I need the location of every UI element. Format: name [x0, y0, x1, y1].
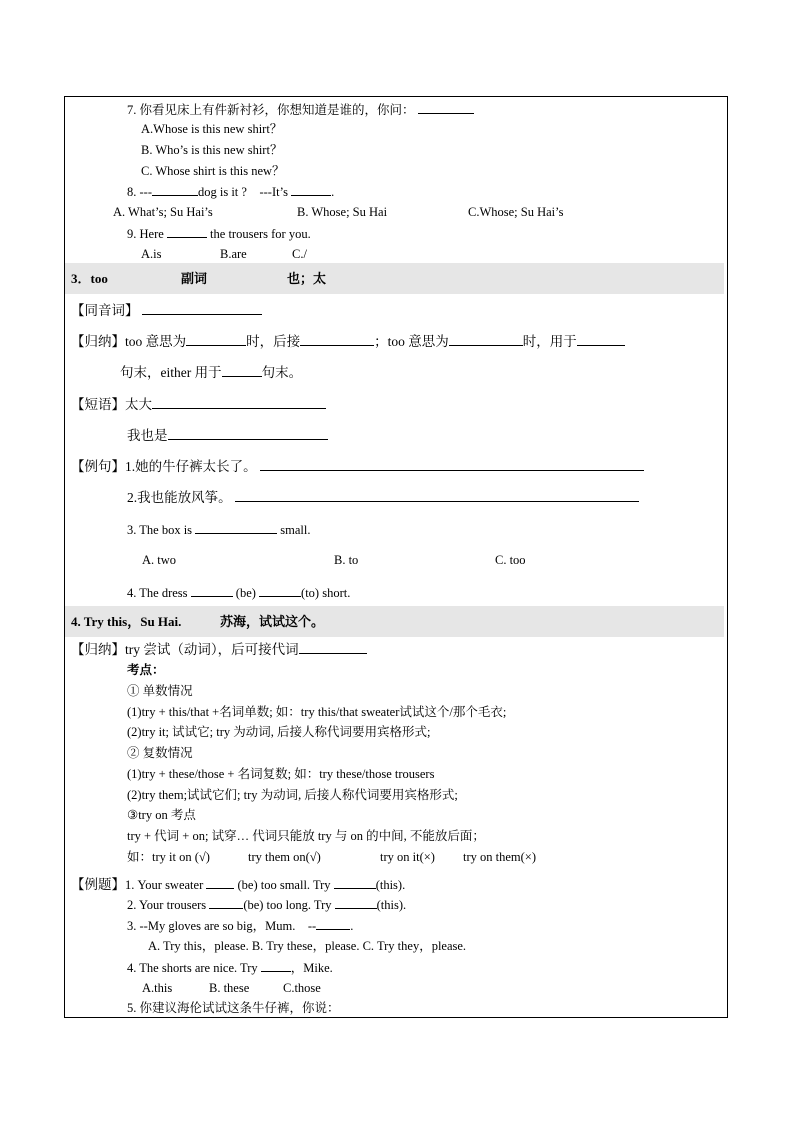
summary-label: 【归纳】 — [71, 334, 125, 349]
q8-stem — [127, 183, 334, 200]
case-1-line-1: (1)try + this/that +名词单数; 如：try this/that sweater试试这个/那个毛衣; — [127, 705, 507, 719]
case-2-line-1: (1)try + these/those + 名词复数; 如：try these/those trousers — [127, 767, 435, 781]
q7-stem-text: 7. 你看见床上有件新衬衫，你想知道是谁的，你问： — [127, 103, 415, 117]
q9-stem — [127, 225, 311, 242]
answer-blank[interactable] — [235, 489, 639, 502]
exercise-3-options: A. Try this，please. B. Try these，please. C. Try they，please. — [148, 939, 467, 953]
answer-blank[interactable] — [186, 333, 246, 346]
synonym-label: 【同音词】 — [71, 303, 139, 318]
summary-text-c: ；too 意思为 — [374, 334, 449, 349]
summary-row-2 — [120, 364, 302, 381]
case-3-examples — [127, 849, 210, 865]
exercise-4-option-a: A.this — [142, 981, 173, 995]
example-label: 【例句】 — [71, 459, 125, 474]
answer-blank[interactable] — [334, 876, 376, 889]
example-try-on-them: try on them(×) — [463, 850, 537, 864]
q7-option-c: C. Whose shirt is this new？ — [141, 164, 285, 178]
example-row-2 — [127, 489, 639, 506]
answer-blank[interactable] — [259, 584, 301, 597]
q8-part4: . — [331, 185, 335, 199]
answer-blank[interactable] — [299, 641, 367, 654]
case-3-line-1: try + 代词 + on; 试穿… 代词只能放 try 与 on 的中间, 不能放后面； — [127, 829, 485, 843]
case-1-heading: ① 单数情况 — [127, 684, 193, 698]
summary-text-d: 时，用于 — [522, 334, 577, 349]
q7-stem — [127, 101, 474, 118]
exercise-row-3 — [127, 917, 353, 934]
phrase-row-1 — [71, 396, 326, 413]
summary2-text-a: 句末，either 用于 — [120, 365, 222, 380]
phrase-1: 太大 — [125, 397, 152, 412]
answer-blank[interactable] — [191, 584, 233, 597]
exercise-4-option-b: B. these — [209, 981, 250, 995]
answer-blank[interactable] — [335, 896, 377, 909]
case-2-heading: ② 复数情况 — [127, 746, 193, 760]
q9-option-c: C./ — [292, 247, 307, 261]
example-3-a: 3. The box is — [127, 523, 193, 537]
q8-part1: 8. --- — [127, 185, 152, 199]
exercise-row-2 — [127, 896, 406, 913]
answer-blank[interactable] — [316, 917, 350, 930]
answer-blank[interactable] — [209, 896, 243, 909]
section-4-summary-text: try 尝试（动词），后可接代词 — [125, 642, 299, 657]
answer-blank[interactable] — [167, 225, 207, 238]
case-2-line-2: (2)try them;试试它们; try 为动词, 后接人称代词要用宾格形式; — [127, 788, 458, 802]
q8-option-b: B. Whose; Su Hai — [297, 205, 388, 219]
exercise-label: 【例题】 — [71, 877, 125, 892]
exercise-1-a: 1. Your sweater — [125, 878, 204, 892]
answer-blank[interactable] — [260, 458, 644, 471]
q8-option-c: C.Whose; Su Hai’s — [468, 205, 564, 219]
example-3-b: small. — [280, 523, 311, 537]
section-3-title: 3．too — [71, 271, 108, 286]
examples-label: 如： — [127, 850, 153, 864]
example-3-option-c: C. too — [495, 553, 526, 567]
example-2: 2.我也能放风筝。 — [127, 490, 232, 505]
q9-option-b: B.are — [220, 247, 247, 261]
exercise-2-b: (be) too long. Try — [243, 898, 332, 912]
section-4-summary — [71, 641, 367, 658]
example-4-c: (to) short. — [301, 586, 351, 600]
section-3-pos: 副词 — [181, 271, 208, 286]
section-4-title: 4. Try this，Su Hai. — [71, 614, 182, 629]
exercise-2-a: 2. Your trousers — [127, 898, 207, 912]
summary2-text-b: 句末。 — [261, 365, 303, 380]
answer-blank[interactable] — [261, 959, 291, 972]
answer-blank[interactable] — [206, 876, 234, 889]
phrase-2: 我也是 — [127, 428, 168, 443]
synonym-row — [71, 302, 262, 319]
answer-blank[interactable] — [418, 101, 474, 114]
answer-blank[interactable] — [195, 521, 277, 534]
exercise-3-c: . — [350, 919, 354, 933]
exercise-1-b: (be) too small. Try — [237, 878, 331, 892]
answer-blank[interactable] — [168, 427, 328, 440]
example-try-them-on: try them on(√) — [248, 850, 321, 864]
q7-option-b: B. Who’s is this new shirt？ — [141, 143, 283, 157]
answer-blank[interactable] — [142, 302, 262, 315]
exercise-4-option-c: C.those — [283, 981, 321, 995]
summary-text-a: too 意思为 — [125, 334, 187, 349]
phrase-label: 【短语】 — [71, 397, 125, 412]
exercise-row-1 — [71, 876, 405, 893]
section-3-header — [65, 263, 724, 294]
section-3-meaning: 也；太 — [287, 271, 327, 286]
answer-blank[interactable] — [222, 364, 262, 377]
case-1-line-2: (2)try it; 试试它; try 为动词, 后接人称代词要用宾格形式; — [127, 725, 431, 739]
example-3-option-a: A. two — [142, 553, 177, 567]
answer-blank[interactable] — [291, 183, 331, 196]
q7-option-a: A.Whose is this new shirt？ — [141, 122, 283, 136]
example-3-option-b: B. to — [334, 553, 359, 567]
q9-part2: the trousers for you. — [210, 227, 311, 241]
example-row-3 — [127, 521, 311, 538]
case-3-heading: ③try on 考点 — [127, 808, 196, 822]
answer-blank[interactable] — [152, 183, 198, 196]
exercise-row-4 — [127, 959, 333, 976]
example-4-a: 4. The dress — [127, 586, 188, 600]
exercise-3-a: 3. --My gloves are so big，Mum. — [127, 919, 296, 933]
phrase-row-2 — [127, 427, 328, 444]
summary-text-b: 时，后接 — [246, 334, 301, 349]
example-try-it-on: try it on (√) — [152, 850, 210, 864]
q8-part2: dog is it ? — [198, 185, 247, 199]
q9-option-a: A.is — [141, 247, 162, 261]
answer-blank[interactable] — [577, 333, 625, 346]
answer-blank[interactable] — [152, 396, 326, 409]
example-row-4 — [127, 584, 350, 601]
q8-option-a: A. What’s; Su Hai’s — [113, 205, 213, 219]
exercise-4-a: 4. The shorts are nice. Try — [127, 961, 258, 975]
summary-row — [71, 333, 625, 350]
exercise-2-c: (this). — [376, 898, 407, 912]
answer-blank[interactable] — [449, 333, 523, 346]
example-row-1 — [71, 458, 644, 475]
section-4-translation: 苏海，试试这个。 — [220, 614, 325, 629]
kaodian-label: 考点： — [127, 663, 165, 677]
exercise-4-b: ，Mike. — [290, 961, 333, 975]
exercise-1-c: (this). — [375, 878, 406, 892]
answer-blank[interactable] — [300, 333, 374, 346]
exercise-row-5: 5. 你建议海伦试试这条牛仔裤，你说： — [127, 1001, 340, 1015]
section-4-summary-label: 【归纳】 — [71, 642, 125, 657]
example-1: 1.她的牛仔裤太长了。 — [125, 459, 257, 474]
example-try-on-it: try on it(×) — [380, 850, 435, 864]
example-4-b: (be) — [235, 586, 256, 600]
q9-part1: 9. Here — [127, 227, 164, 241]
q8-part3: ---It’s — [259, 185, 288, 199]
exercise-3-b: -- — [307, 919, 317, 933]
